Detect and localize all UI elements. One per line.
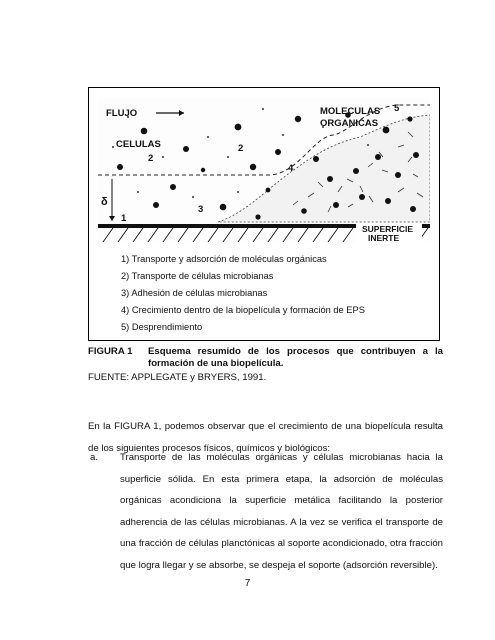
biofilm-illustration <box>98 97 430 242</box>
label-n4: 4 <box>288 163 294 174</box>
label-n2b: 2 <box>238 143 244 154</box>
list-item-text: Transporte de las moléculas orgánicas y células microbianas hacia la superficie sólida. En esta primera etapa, la adsorción de moléculas orgánicas acondiciona la superficie metálica facilitando la posterior adherencia de las células microbianas. A la vez se verifica el transporte de una fracción de células planctónicas al soporte acondicionado, otra fracción que logra llegar y se absorbe, se despeja el soporte (adsorción reversible). <box>120 452 443 571</box>
figure-source: FUENTE: APPLEGATE y BRYERS, 1991. <box>88 372 267 383</box>
figure-caption-label: FIGURA 1 <box>88 346 133 357</box>
biofilm-mass <box>218 115 430 222</box>
label-n2a: 2 <box>148 153 154 164</box>
figure-process-item: 3) Adhesión de células microbianas <box>121 288 268 298</box>
intro-paragraph: En la FIGURA 1, podemos observar que el crecimiento de una biopelícula resulta de los siguientes procesos físicos, químicos y biológicos: <box>88 421 443 454</box>
label-n1: 1 <box>121 213 127 224</box>
label-flow: FLUJO <box>106 108 138 119</box>
figure-process-item: 1) Transporte y adsorción de moléculas orgánicas <box>121 254 327 264</box>
label-molecules-1: MOLECULAS <box>320 106 381 117</box>
figure-box <box>88 87 440 341</box>
label-surface-1: SUPERFICIE <box>362 224 414 234</box>
label-surface-2: INERTE <box>368 233 400 242</box>
figure-process-item: 5) Desprendimiento <box>121 322 203 332</box>
flow-arrowhead <box>179 110 184 116</box>
figure-process-list <box>121 251 365 336</box>
label-n5: 5 <box>394 103 400 114</box>
label-molecules-2: ORGANICAS <box>320 118 379 129</box>
figure-caption-text: Esquema resumido de los procesos que contribuyen a la formación de una biopelícula. <box>148 346 443 369</box>
label-n3: 3 <box>198 204 204 215</box>
list-item-marker: a. <box>90 452 99 463</box>
label-delta: δ <box>101 196 108 208</box>
thickness-arrowhead <box>109 216 115 221</box>
biofilm-diagram <box>98 97 430 242</box>
label-cells: CELULAS <box>116 139 161 150</box>
page-number: 7 <box>244 578 251 589</box>
figure-process-item: 2) Transporte de células microbianas <box>121 271 274 281</box>
figure-process-item: 4) Crecimiento dentro de la biopelícula y formación de EPS <box>121 305 365 315</box>
